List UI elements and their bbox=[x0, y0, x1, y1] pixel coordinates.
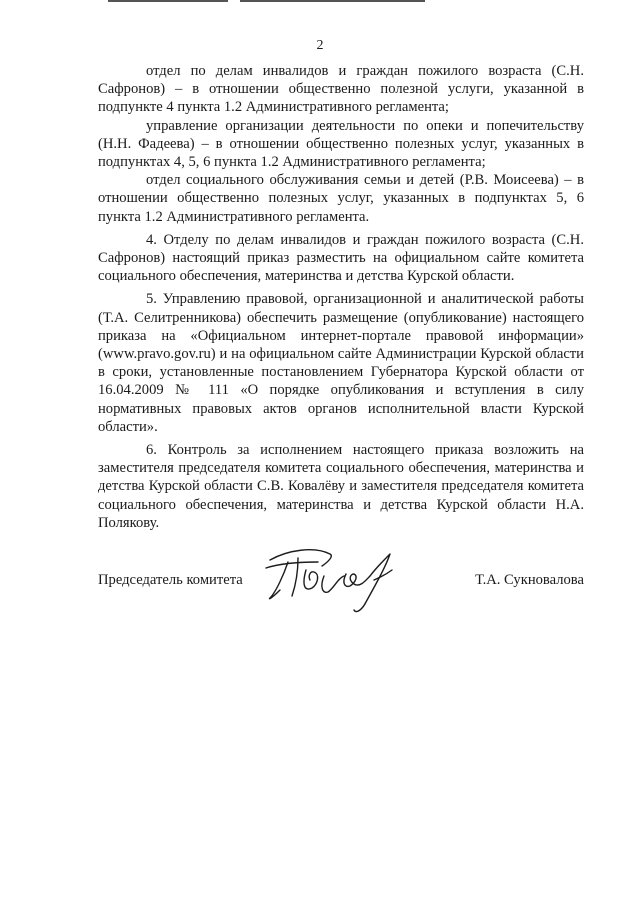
paragraph-family-service-department: отдел социального обслуживания семьи и детей (Р.В. Моисеева) – в отношении общественно полезных услуг, указанных в подпунктах 5, 6 пункта 1.2 Административного регламента. bbox=[98, 172, 584, 225]
top-border-line-left bbox=[108, 0, 228, 2]
paragraph-guardianship-department: управление организации деятельности по опеки и попечительству (Н.Н. Фадеева) – в отношении общественно полезных услуг, указанных в подпунктах 4, 5, 6 пункта 1.2 Административного регламента; bbox=[98, 117, 584, 171]
signer-title: Председатель комитета bbox=[98, 572, 243, 588]
handwritten-signature bbox=[258, 540, 408, 618]
signature-block bbox=[98, 568, 584, 608]
top-border-line-right bbox=[240, 0, 425, 2]
paragraph-item-6: 6. Контроль за исполнением настоящего приказа возложить на заместителя председателя комитета социального обеспечения, материнства и детства Курской области С.В. Ковалёву и заместителя председателя комитета социального обеспечения, материнства и детства Курской области Н.А. Полякову. bbox=[98, 442, 584, 531]
signer-name: Т.А. Сукновалова bbox=[475, 572, 584, 588]
page-number: 2 bbox=[316, 38, 324, 53]
document-body bbox=[98, 62, 584, 532]
paragraph-safronov-department: отдел по делам инвалидов и граждан пожилого возраста (С.Н. Сафронов) – в отношении общественно полезной услуги, указанной в подпункте 4 пункта 1.2 Административного регламента; bbox=[98, 63, 584, 116]
paragraph-item-5: 5. Управлению правовой, организационной и аналитической работы (Т.А. Селитренникова) обеспечить размещение (опубликование) настоящего приказа на «Официальном интернет-портале правовой информации» (www.pravo.gov.ru) и на официальном сайте Администрации Курской области в сроки, установленные постановлением Губернатора Курской области от 16.04.2009 № 111 «О порядке опубликования и вступления в силу нормативных правовых актов органов исполнительной власти Курской области». bbox=[98, 291, 584, 435]
paragraph-item-4: 4. Отделу по делам инвалидов и граждан пожилого возраста (С.Н. Сафронов) настоящий приказ разместить на официальном сайте комитета социального обеспечения, материнства и детства Курской области. bbox=[98, 231, 584, 285]
